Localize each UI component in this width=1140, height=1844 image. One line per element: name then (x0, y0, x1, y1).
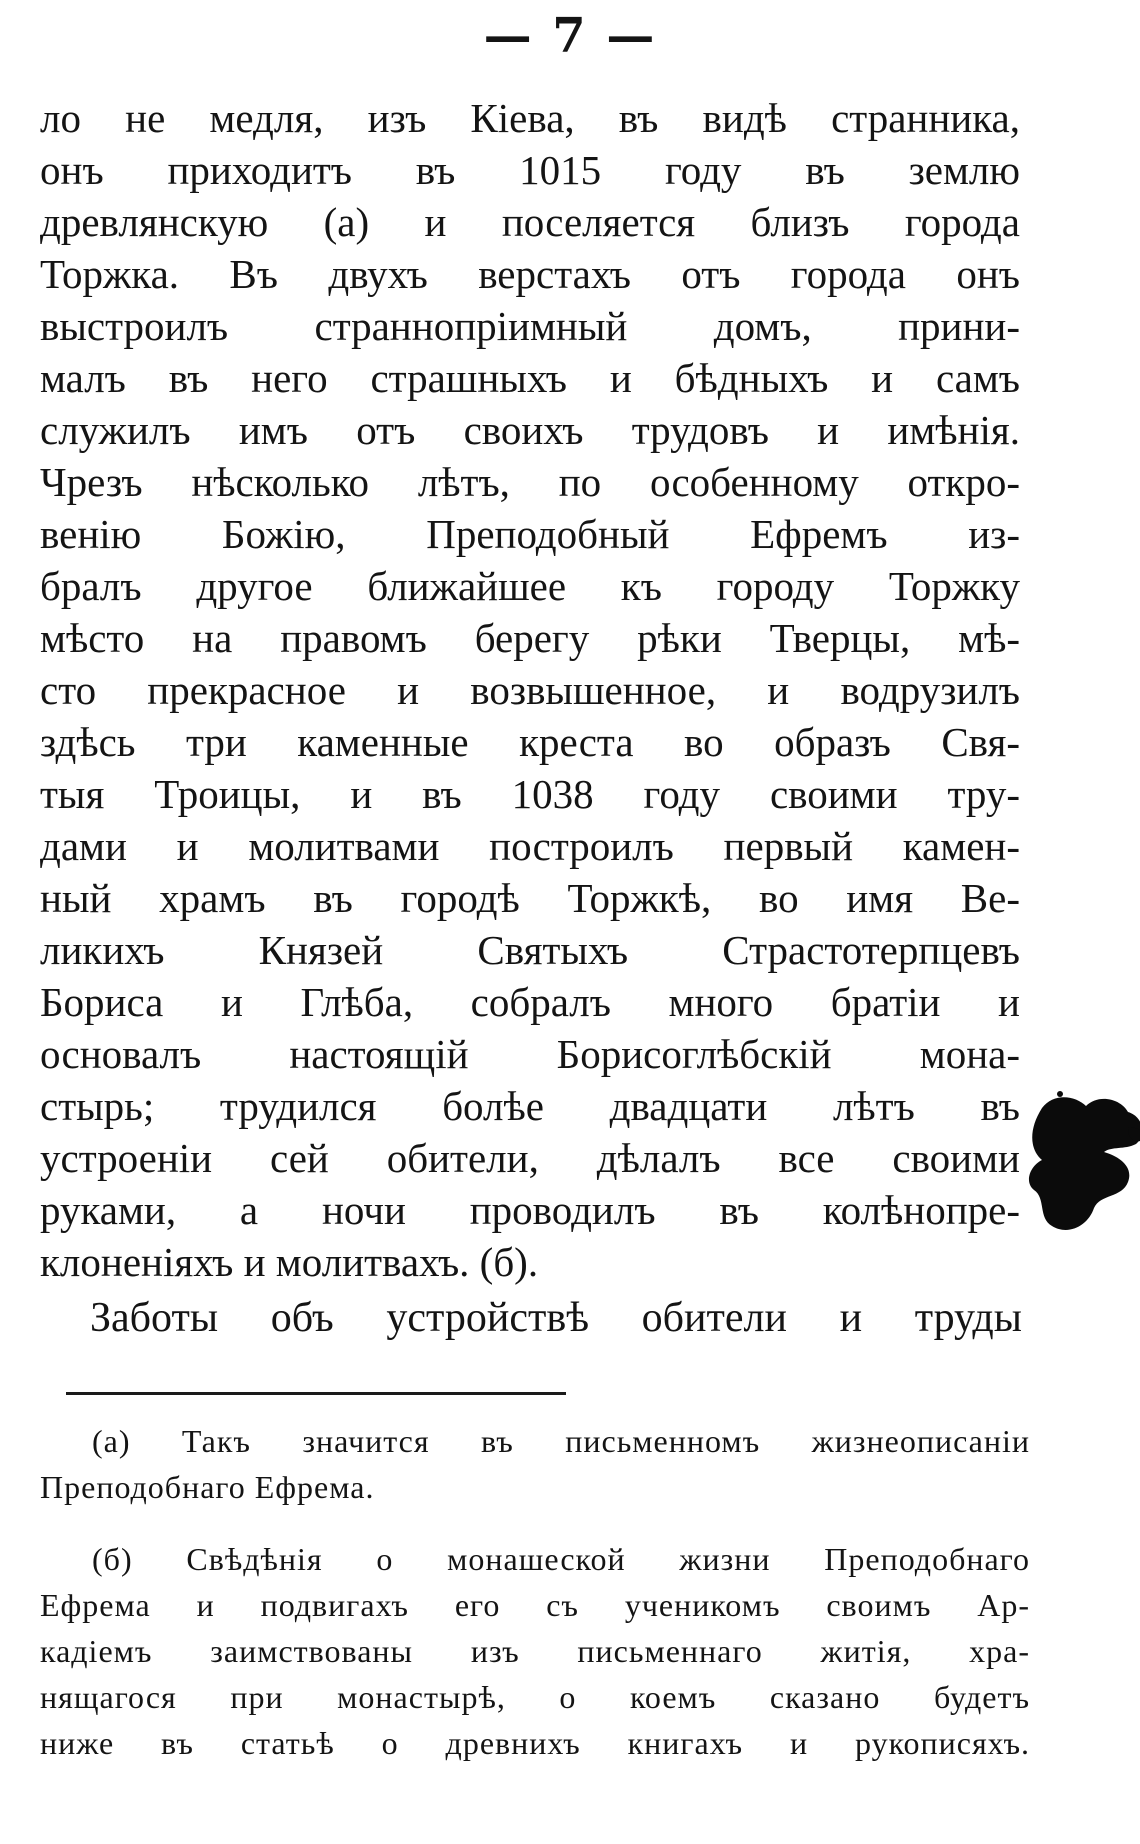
footnote-line: ниже въ статьѣ о древнихъ книгахъ и рукописяхъ. (40, 1725, 1030, 1761)
text-line: венію Божію, Преподобный Ефремъ из- (40, 511, 1020, 557)
text-line: ло не медля, изъ Кіева, въ видѣ странника, (40, 95, 1020, 141)
text-line: малъ въ него страшныхъ и бѣдныхъ и самъ (40, 355, 1020, 401)
text-line: древлянскую (а) и поселяется близъ города (40, 199, 1020, 245)
footnote-a (40, 1418, 1030, 1510)
text-line: Чрезъ нѣсколько лѣтъ, по особенному откро- (40, 459, 1020, 505)
text-line: мѣсто на правомъ берегу рѣки Тверцы, мѣ- (40, 615, 1020, 661)
page-number: — 7 — (483, 8, 657, 64)
text-line: стырь; трудился болѣе двадцати лѣтъ въ (40, 1083, 1020, 1129)
section-heading: Заботы объ устройствѣ обители и труды (90, 1295, 1022, 1341)
text-line: ный храмъ въ городѣ Торжкѣ, во имя Ве- (40, 875, 1020, 921)
ink-blot (1024, 1086, 1140, 1246)
text-line: бралъ другое ближайшее къ городу Торжку (40, 563, 1020, 609)
text-line: Бориса и Глѣба, собралъ много братіи и (40, 979, 1020, 1025)
text-line: руками, а ночи проводилъ въ колѣнопре- (40, 1187, 1020, 1233)
footnote-line: Ефрема и подвигахъ его съ ученикомъ своимъ Ар- (40, 1587, 1030, 1623)
text-line: сто прекрасное и возвышенное, и водрузилъ (40, 667, 1020, 713)
text-line: онъ приходитъ въ 1015 году въ землю (40, 147, 1020, 193)
text-line: Торжка. Въ двухъ верстахъ отъ города онъ (40, 251, 1020, 297)
text-line: устроеніи сей обители, дѣлалъ все своими (40, 1135, 1020, 1181)
footnote-line: (а) Такъ значится въ письменномъ жизнеописаніи (92, 1423, 1030, 1459)
footnote-line: (б) Свѣдѣнія о монашеской жизни Преподобнаго (92, 1541, 1030, 1577)
text-line: выстроилъ страннопріимный домъ, прини- (40, 303, 1020, 349)
footnote-line: Преподобнаго Ефрема. (40, 1469, 375, 1505)
text-line: основалъ настоящій Борисоглѣбскій мона- (40, 1031, 1020, 1077)
text-line: клоненіяхъ и молитвахъ. (б). (40, 1239, 539, 1285)
text-line: служилъ имъ отъ своихъ трудовъ и имѣнія. (40, 407, 1020, 453)
footnotes (40, 1418, 1030, 1766)
text-line: дами и молитвами построилъ первый камен- (40, 823, 1020, 869)
footnote-b (40, 1536, 1030, 1766)
text-line: тыя Троицы, и въ 1038 году своими тру- (40, 771, 1020, 817)
text-line: ликихъ Князей Святыхъ Страстотерпцевъ (40, 927, 1020, 973)
footnote-line: кадіемъ заимствованы изъ письменнаго житія, хра- (40, 1633, 1030, 1669)
text-line: здѣсь три каменные креста во образъ Свя- (40, 719, 1020, 765)
body-text (40, 92, 1020, 1288)
footnote-line: нящагося при монастырѣ, о коемъ сказано будетъ (40, 1679, 1030, 1715)
footnote-divider (66, 1392, 566, 1395)
